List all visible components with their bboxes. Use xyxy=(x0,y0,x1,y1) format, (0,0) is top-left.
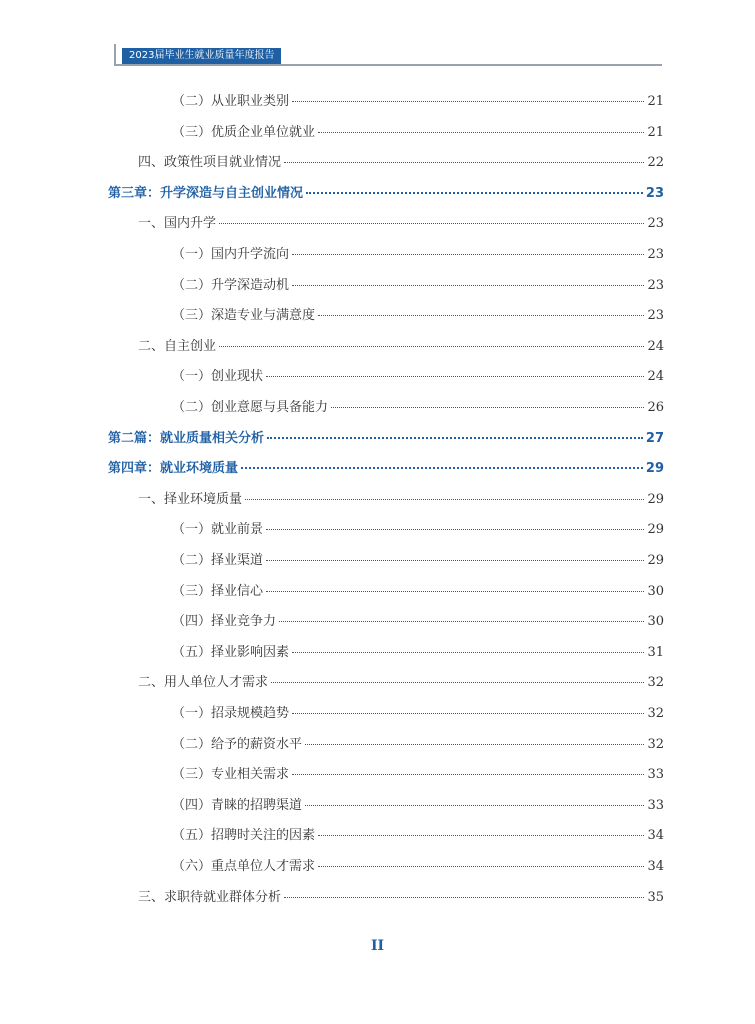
toc-entry-page: 30 xyxy=(647,583,664,599)
page-number: II xyxy=(370,938,385,954)
toc-entry-page: 34 xyxy=(647,828,664,844)
toc-entry-page: 32 xyxy=(647,736,664,752)
toc-entry[interactable] xyxy=(138,153,664,173)
toc-dot-leader xyxy=(331,407,644,408)
toc-dot-leader xyxy=(318,132,644,133)
toc-entry-title: （一）国内升学流向 xyxy=(172,247,290,262)
toc-entry-page: 30 xyxy=(647,614,664,630)
toc-entry[interactable] xyxy=(172,643,664,663)
toc-entry-title: （二）给予的薪资水平 xyxy=(172,736,303,752)
toc-entry[interactable] xyxy=(172,367,664,387)
toc-dot-leader xyxy=(318,835,644,836)
toc-entry-title: 三、求职待就业群体分析 xyxy=(138,889,282,905)
toc-entry[interactable] xyxy=(138,490,664,510)
toc-dot-leader xyxy=(266,529,644,530)
toc-entry-title: （三）深造专业与满意度 xyxy=(172,308,316,324)
toc-entry-page: 27 xyxy=(645,430,664,446)
toc-entry[interactable] xyxy=(172,276,664,296)
toc-dot-leader xyxy=(279,621,644,622)
toc-dot-leader xyxy=(245,499,644,500)
toc-entry-page: 29 xyxy=(647,553,664,568)
toc-dot-leader xyxy=(266,376,644,377)
toc-entry[interactable] xyxy=(172,245,664,265)
toc-entry[interactable] xyxy=(108,429,664,449)
toc-dot-leader xyxy=(292,713,644,714)
toc-entry-page: 22 xyxy=(647,155,664,171)
toc-dot-leader xyxy=(219,223,644,224)
toc-entry-page: 29 xyxy=(647,522,664,538)
toc-entry-page: 31 xyxy=(647,644,664,660)
toc-dot-leader xyxy=(292,254,644,255)
toc-entry-title: （一）创业现状 xyxy=(172,369,264,385)
toc-entry[interactable] xyxy=(172,123,664,143)
toc-entry-title: 一、国内升学 xyxy=(138,216,217,232)
toc-entry-page: 29 xyxy=(645,461,664,477)
toc-entry[interactable] xyxy=(172,857,664,877)
toc-entry-page: 21 xyxy=(647,124,664,140)
toc-entry-title: （二）升学深造动机 xyxy=(172,277,290,293)
toc-entry-title: 四、政策性项目就业情况 xyxy=(138,155,282,171)
toc-entry-title: （四）择业竞争力 xyxy=(172,614,277,630)
toc-entry[interactable] xyxy=(172,398,664,418)
toc-dot-leader xyxy=(266,560,644,561)
toc-dot-leader xyxy=(292,774,644,775)
toc-entry[interactable] xyxy=(138,888,664,908)
toc-entry-page: 34 xyxy=(647,859,664,874)
toc-entry[interactable] xyxy=(172,306,664,326)
toc-entry-page: 23 xyxy=(647,216,664,232)
toc-entry-title: （二）创业意愿与具备能力 xyxy=(172,400,329,415)
toc-entry[interactable] xyxy=(138,337,664,357)
toc-entry-page: 23 xyxy=(647,308,664,324)
toc-dot-leader xyxy=(266,591,644,592)
toc-entry[interactable] xyxy=(172,520,664,540)
toc-entry-page: 23 xyxy=(647,247,664,262)
toc-entry-page: 21 xyxy=(647,94,664,109)
toc-entry-title: 二、用人单位人才需求 xyxy=(138,675,269,691)
toc-entry-page: 23 xyxy=(647,277,664,293)
toc-entry[interactable] xyxy=(172,612,664,632)
toc-dot-leader xyxy=(241,467,643,469)
toc-dot-leader xyxy=(318,866,644,867)
toc-entry-page: 29 xyxy=(647,491,664,507)
toc-entry-title: （五）择业影响因素 xyxy=(172,644,290,660)
toc-entry-page: 33 xyxy=(647,767,664,783)
toc-dot-leader xyxy=(292,285,644,286)
toc-entry[interactable] xyxy=(108,184,664,204)
toc-entry-title: （三）专业相关需求 xyxy=(172,767,290,783)
toc-entry[interactable] xyxy=(138,673,664,693)
toc-entry[interactable] xyxy=(172,92,664,112)
toc-dot-leader xyxy=(267,437,643,439)
toc-entry[interactable] xyxy=(172,582,664,602)
toc-entry[interactable] xyxy=(172,826,664,846)
toc-dot-leader xyxy=(305,805,644,806)
toc-entry[interactable] xyxy=(172,765,664,785)
toc-entry-title: （三）择业信心 xyxy=(172,583,264,599)
toc-entry[interactable] xyxy=(172,735,664,755)
toc-entry-title: （二）择业渠道 xyxy=(172,553,264,568)
toc-entry-title: （三）优质企业单位就业 xyxy=(172,124,316,140)
header-title: 2023届毕业生就业质量年度报告 xyxy=(122,48,281,64)
toc-entry[interactable] xyxy=(172,796,664,816)
toc-entry-title: 第四章：就业环境质量 xyxy=(108,461,239,477)
toc-entry-title: （二）从业职业类别 xyxy=(172,94,290,109)
toc-dot-leader xyxy=(284,897,644,898)
toc-entry-page: 35 xyxy=(647,889,664,905)
toc-entry-title: 二、自主创业 xyxy=(138,338,217,354)
toc-entry-title: （五）招聘时关注的因素 xyxy=(172,828,316,844)
toc-entry-title: （六）重点单位人才需求 xyxy=(172,859,316,874)
toc-entry-title: （一）就业前景 xyxy=(172,522,264,538)
toc-dot-leader xyxy=(292,101,644,102)
toc-entry-title: （一）招录规模趋势 xyxy=(172,706,290,721)
toc-dot-leader xyxy=(292,652,644,653)
toc-entry-page: 23 xyxy=(645,185,664,201)
toc-dot-leader xyxy=(318,315,644,316)
toc-dot-leader xyxy=(271,682,644,683)
toc-entry[interactable] xyxy=(172,551,664,571)
toc-entry-page: 32 xyxy=(647,675,664,691)
toc-entry-title: 一、择业环境质量 xyxy=(138,491,243,507)
toc-entry-title: （四）青睐的招聘渠道 xyxy=(172,797,303,813)
header-rule xyxy=(114,64,662,66)
toc-entry-page: 24 xyxy=(647,369,664,385)
toc-entry[interactable] xyxy=(138,214,664,234)
toc-entry[interactable] xyxy=(172,704,664,724)
toc-dot-leader xyxy=(305,744,644,745)
toc-dot-leader xyxy=(306,192,643,194)
toc-entry-page: 33 xyxy=(647,797,664,813)
toc-entry-title: 第三章：升学深造与自主创业情况 xyxy=(108,185,304,201)
toc-entry-title: 第二篇：就业质量相关分析 xyxy=(108,430,265,446)
toc-entry[interactable] xyxy=(108,459,664,479)
toc-dot-leader xyxy=(219,346,644,347)
toc-entry-page: 26 xyxy=(647,400,664,415)
header-bracket-line xyxy=(114,44,116,66)
toc-dot-leader xyxy=(284,162,644,163)
toc-entry-page: 24 xyxy=(647,338,664,354)
toc-entry-page: 32 xyxy=(647,706,664,721)
